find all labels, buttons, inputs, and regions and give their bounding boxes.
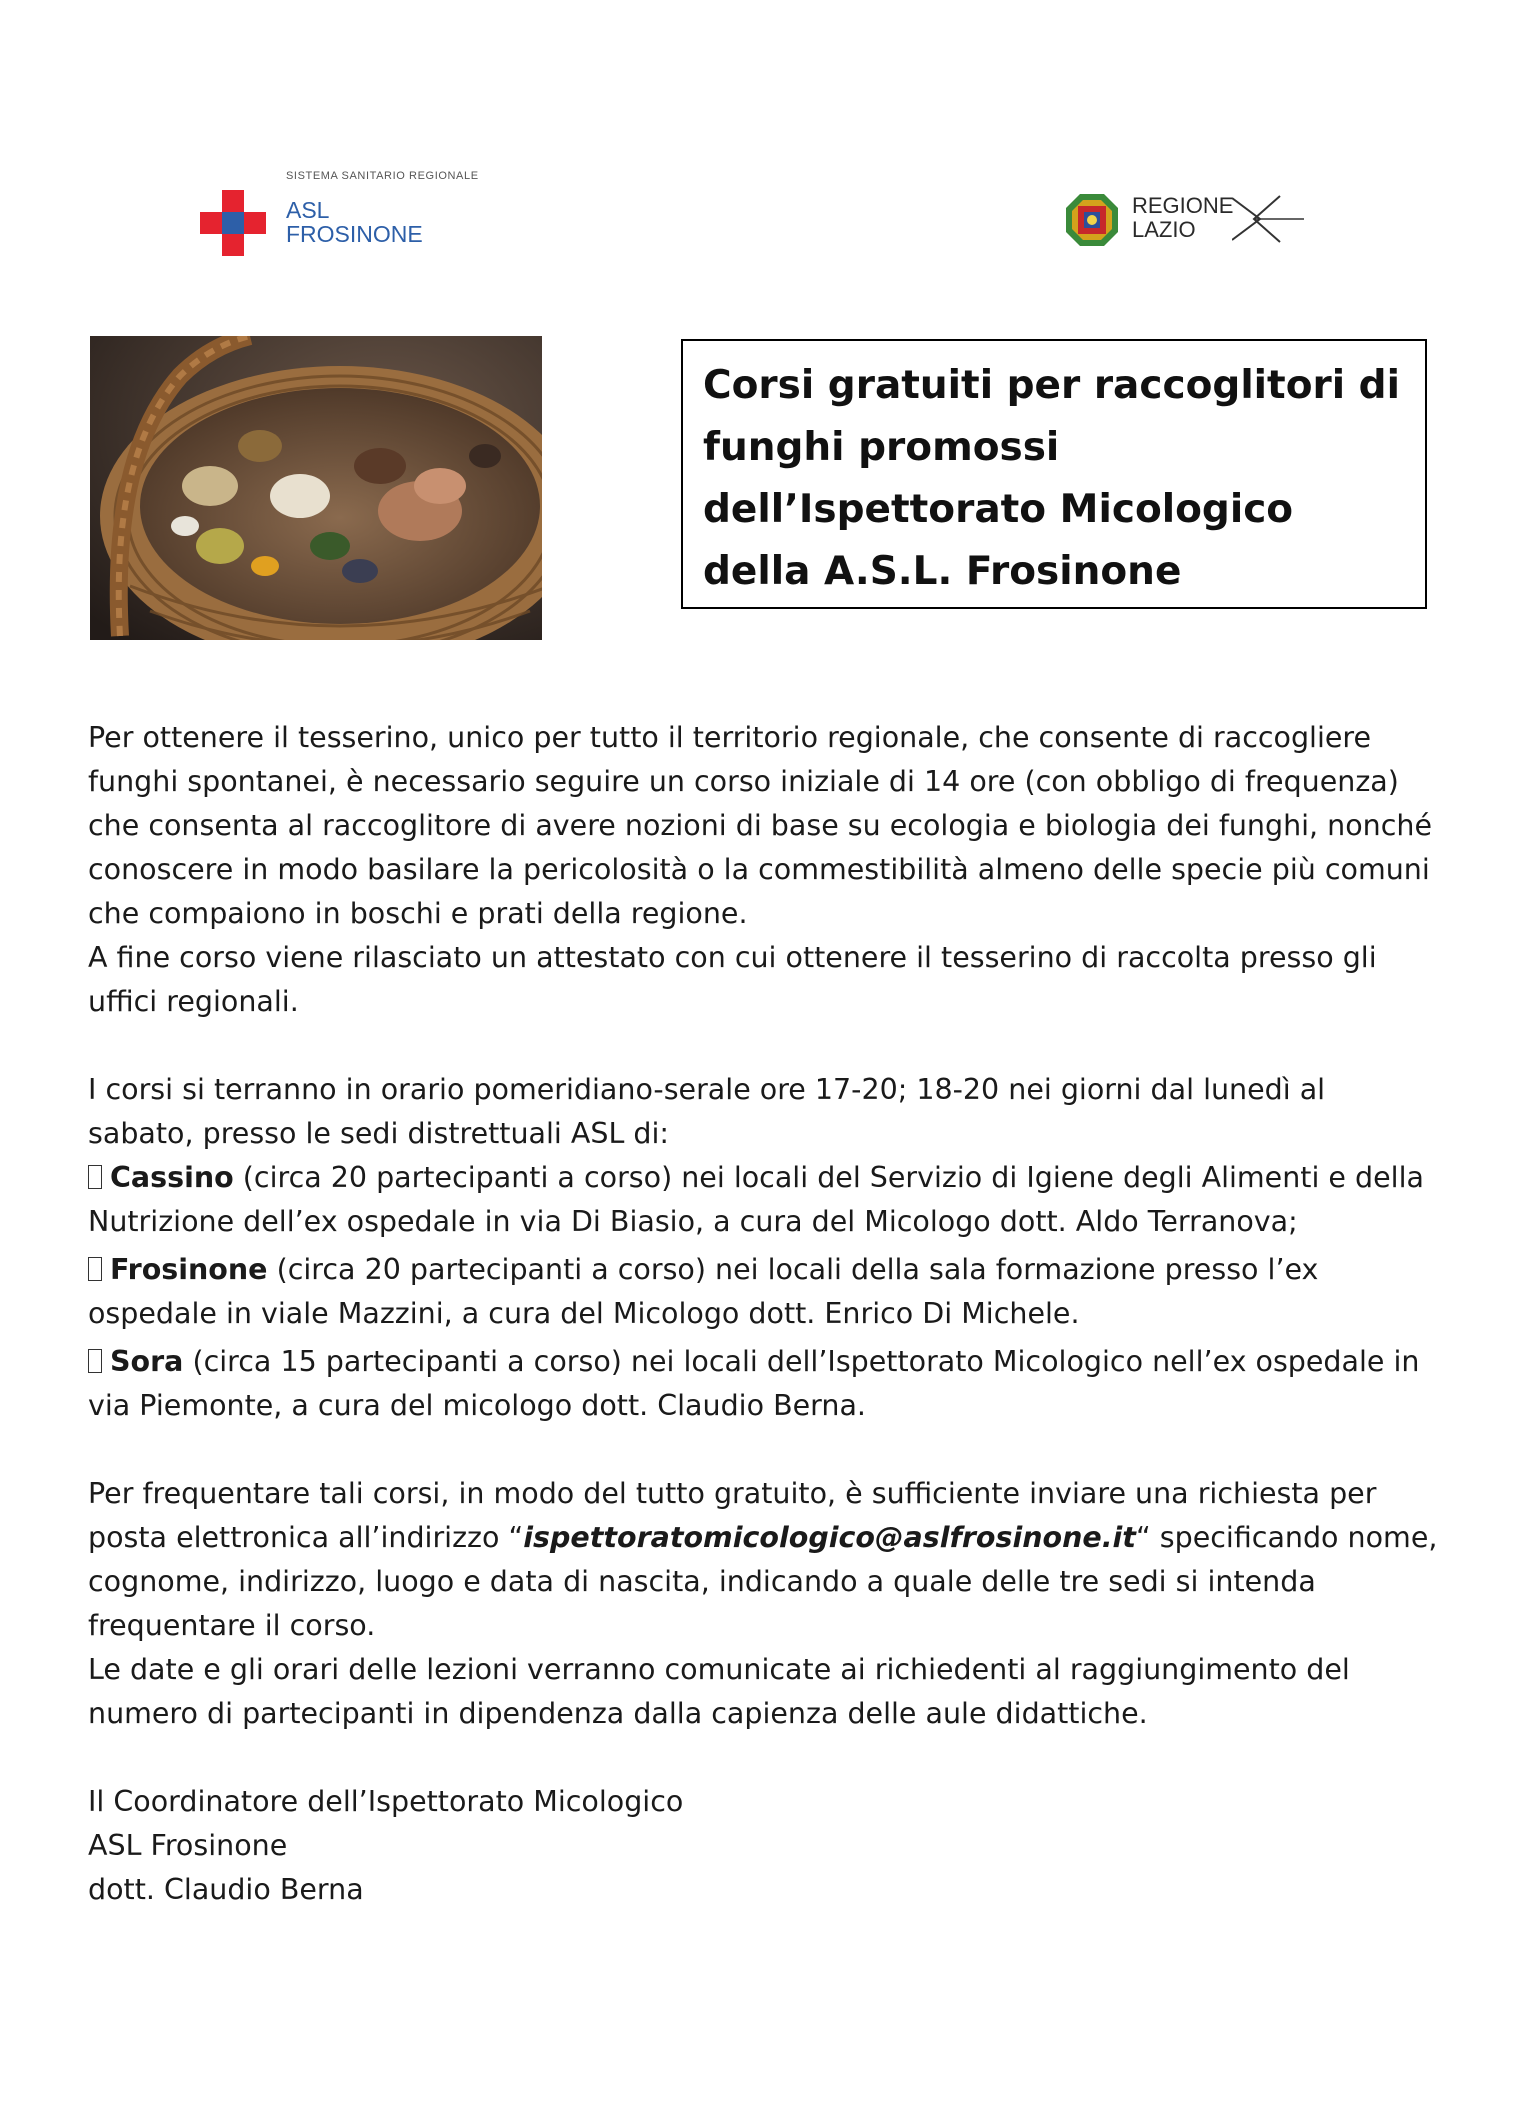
certificate-paragraph: A fine corso viene rilasciato un attestato con cui ottenere il tesserino di raccolta presso gli uffici regionali. xyxy=(88,941,1377,1018)
courses-intro-paragraph: I corsi si terranno in orario pomeridiano-serale ore 17-20; 18-20 nei giorni dal lunedì al sabato, presso le sedi distrettuali ASL di: xyxy=(88,1073,1326,1150)
dates-paragraph: Le date e gli orari delle lezioni verranno comunicate ai richiedenti al raggiungimento del numero di partecipanti in dipendenza dalla capienza delle aule didattiche. xyxy=(88,1653,1350,1730)
signature-line-3: dott. Claudio Berna xyxy=(88,1873,364,1906)
body-text xyxy=(88,716,1438,1912)
asl-name-label: ASL FROSINONE xyxy=(286,197,423,247)
course-details: (circa 15 partecipanti a corso) nei locali dell’Ispettorato Micologico nell’ex ospedale in via Piemonte, a cura del micologo dott. Claudio Berna. xyxy=(88,1345,1420,1422)
course-details: (circa 20 partecipanti a corso) nei locali della sala formazione presso l’ex ospedale in viale Mazzini, a cura del Micologo dott. Enrico Di Michele. xyxy=(88,1253,1319,1330)
contact-paragraph xyxy=(88,1472,1438,1648)
bullet-box-icon xyxy=(88,1257,102,1281)
asl-frosinone-logo xyxy=(200,168,500,258)
contact-text-after: “ specificando nome, cognome, indirizzo, luogo e data di nascita, indicando a quale delle tre sedi si intenda frequentare il corso. xyxy=(88,1521,1438,1642)
red-cross-icon xyxy=(200,190,266,256)
contact-email[interactable]: ispettoratomicologico@aslfrosinone.it xyxy=(523,1521,1136,1554)
signature-line-1: Il Coordinatore dell’Ispettorato Micologico xyxy=(88,1785,684,1818)
intro-paragraph: Per ottenere il tesserino, unico per tutto il territorio regionale, che consente di raccogliere funghi spontanei, è necessario seguire un corso iniziale di 14 ore (con obbligo di frequenza) che consenta al raccoglitore di avere nozioni di base su ecologia e biologia dei funghi, nonché conoscere in modo basilare la pericolosità o la commestibilità almeno delle specie più comuni che compaiono in boschi e prati della regione. xyxy=(88,721,1433,930)
bullet-box-icon xyxy=(88,1165,102,1189)
page-title: Corsi gratuiti per raccoglitori di funghi promossi dell’Ispettorato Micologico della A.S.L. Frosinone xyxy=(703,363,1400,594)
course-item-frosinone xyxy=(88,1248,1438,1336)
title-box xyxy=(681,339,1427,609)
contact-text-before: Per frequentare tali corsi, in modo del tutto gratuito, è sufficiente inviare una richiesta per posta elettronica all’indirizzo “ xyxy=(88,1477,1377,1554)
course-place: Frosinone xyxy=(110,1253,268,1286)
chevron-decoration-icon xyxy=(1232,192,1304,246)
mushroom-basket-photo xyxy=(90,336,542,640)
regione-lazio-label: REGIONE LAZIO xyxy=(1132,193,1234,242)
course-place: Cassino xyxy=(110,1161,234,1194)
signature-line-2: ASL Frosinone xyxy=(88,1829,288,1862)
course-place: Sora xyxy=(110,1345,184,1378)
regione-lazio-logo xyxy=(1064,190,1304,250)
course-item-cassino xyxy=(88,1156,1438,1244)
course-details: (circa 20 partecipanti a corso) nei locali del Servizio di Igiene degli Alimenti e della Nutrizione dell’ex ospedale in via Di Biasio, a cura del Micologo dott. Aldo Terranova; xyxy=(88,1161,1424,1238)
lazio-emblem-icon xyxy=(1064,192,1120,248)
asl-system-label: SISTEMA SANITARIO REGIONALE xyxy=(286,170,479,182)
bullet-box-icon xyxy=(88,1349,102,1373)
course-item-sora xyxy=(88,1340,1438,1428)
